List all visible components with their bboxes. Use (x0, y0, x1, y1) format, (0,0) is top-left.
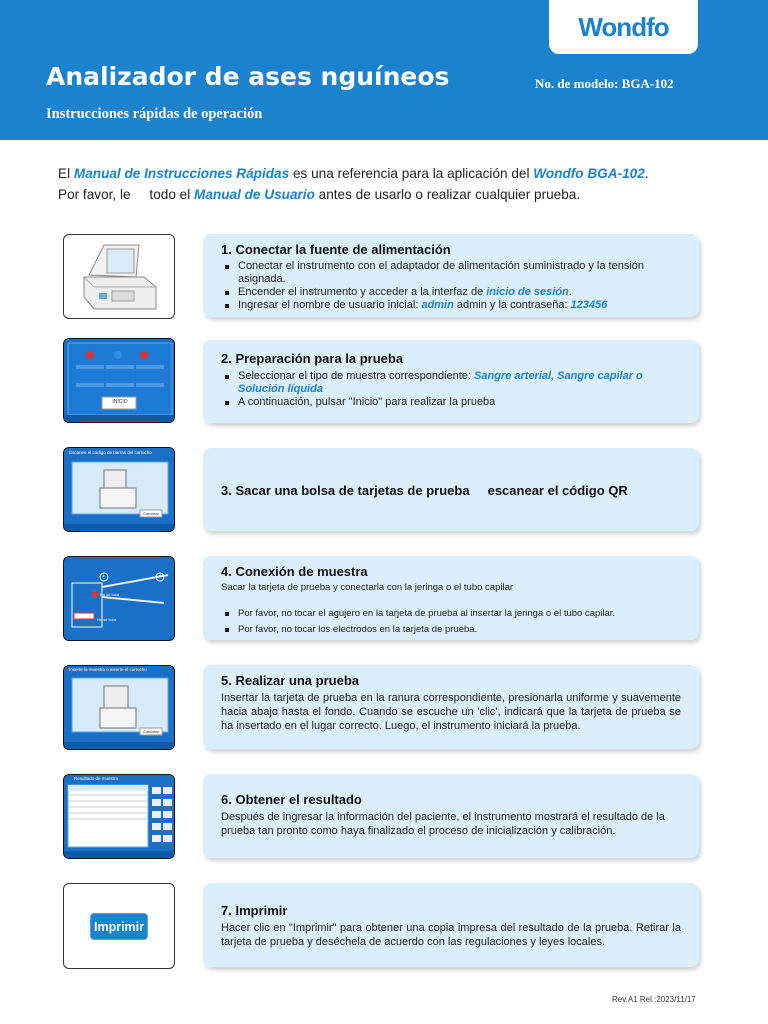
insert-screen-title: Inserte la muestra o inserte el cartucho (69, 667, 147, 672)
step7-card (203, 883, 699, 967)
cancel-screen-button: Cancelar (142, 511, 159, 516)
header-banner (0, 0, 768, 140)
bullet-text: admin y la contraseña: (453, 299, 571, 311)
step7-text: Hacer clic en "Imprimir" para obtener una copia impresa del resultado de la prueba. Retirar la tarjeta de prueba y deséchela de acuerdo con las regulaciones y leyes locales. (221, 922, 681, 948)
step5-title: 5. Realizar una prueba (221, 673, 359, 688)
sample-select-screen (64, 339, 175, 423)
username-value: admin (421, 299, 454, 311)
bullet-text: Seleccionar el tipo de muestra correspondiente: (238, 370, 475, 382)
capillary-drop-icon (114, 351, 122, 359)
intro-text-segment: es una referencia para la aplicación del (289, 166, 534, 181)
intro-text-segment: El (58, 166, 74, 181)
step1-bullet (221, 299, 681, 312)
step5-card (203, 665, 699, 749)
result-screen (64, 775, 175, 859)
step6-title: 6. Obtener el resultado (221, 792, 362, 807)
qr-scan-screen (64, 448, 175, 532)
revision-note: Rev.A1 Rel.:2023/11/17 (612, 995, 696, 1004)
insert-card-screen (64, 666, 175, 750)
bullet-text: Ingresar el nombre de usuario inicial: (238, 299, 422, 311)
step4-list (221, 607, 681, 636)
bullet-text: . (568, 286, 572, 298)
wondfo-logo: Wondfo (578, 11, 669, 42)
step2-title: 2. Preparación para la prueba (221, 351, 404, 366)
print-button-illustration: Imprimir (90, 913, 148, 940)
step5-image-screen (63, 665, 175, 750)
manual-rapidas-link: Manual de Instrucciones Rápidas (73, 166, 290, 181)
step4-text: Sacar la tarjeta de prueba y conectarla con la jeringa o el tubo capilar (221, 582, 514, 593)
cancel-screen-button: Cancelar (142, 729, 159, 734)
step4-bullet: Por favor, no tocar los electrodos en la tarjeta de prueba. (221, 623, 681, 636)
intro-line-1 (58, 163, 649, 184)
step1-bullet: Conectar el instrumento con el adaptador de alimentación suministrado y la tensión asignada. (221, 260, 681, 286)
step3-image-screen (63, 447, 175, 532)
step1-bullet (221, 286, 681, 299)
step4-image-diagram (63, 556, 175, 641)
step2-bullet: A continuación, pulsar "Inicio" para realizar la prueba (221, 396, 681, 409)
analyzer-device-icon (64, 235, 175, 319)
step1-title: 1. Conectar la fuente de alimentación (221, 242, 451, 257)
step4-card (203, 556, 699, 640)
step3-card (203, 448, 699, 531)
step1-list (221, 260, 681, 312)
sample-types: Sangre arterial, Sangre capilar o Solución líquida (238, 370, 643, 395)
step3-title: 3. Sacar una bolsa de tarjetas de prueba escanear el código QR (221, 483, 628, 498)
intro-text-segment: Por favor, le todo el (58, 187, 195, 202)
login-link: inicio de sesión (486, 286, 569, 298)
step2-bullet (221, 370, 681, 396)
intro-text-segment: antes de usarlo o realizar cualquier prueba. (314, 187, 581, 202)
step6-image-screen (63, 774, 175, 859)
diagram-caption-2: No se toca (97, 617, 117, 622)
scan-screen-title: Escanee el código de barras del cartucho (69, 450, 152, 455)
step1-image-analyzer (63, 234, 175, 319)
step2-card (203, 340, 699, 423)
step4-bullet: Por favor, no tocar el agujero en la tarjeta de prueba al insertar la jeringa o el tubo capilar. (221, 607, 681, 620)
step1-card (203, 234, 699, 317)
liquid-drop-icon (140, 351, 148, 359)
diagram-caption-1: No se toca (100, 592, 120, 597)
step6-text: Después de ingresar la información del paciente, el instrumento mostrará el resultado de la prueba tan pronto como haya finalizado el proceso de inicialización y calibración. (221, 811, 665, 837)
intro-text-segment: . (644, 166, 649, 181)
inicio-screen-button: INICIO (112, 399, 128, 405)
step7-title: 7. Imprimir (221, 903, 288, 918)
sample-connection-diagram (64, 557, 175, 641)
page-subtitle: Instrucciones rápidas de operación (46, 106, 263, 122)
step2-image-screen (63, 338, 175, 423)
model-number: No. de modelo: BGA-102 (535, 76, 674, 91)
step6-card (203, 774, 699, 858)
result-screen-title: Resultado de muestra (74, 776, 119, 781)
page-title: Analizador de ases nguíneos (46, 62, 450, 91)
diagram-label-2: 2 (158, 573, 161, 579)
product-name: Wondfo BGA-102 (533, 166, 645, 181)
step2-list (221, 370, 681, 409)
password-value: 123456 (570, 299, 608, 311)
diagram-label-1: 1 (102, 573, 105, 579)
manual-usuario-link: Manual de Usuario (194, 187, 315, 202)
logo-box (549, 0, 698, 54)
arterial-drop-icon (86, 351, 94, 359)
step5-text: Insertar la tarjeta de prueba en la ranura correspondiente, presionarla uniforme y suavemente hacia abajo hasta el fondo. Cuando se escuche un 'clic', indicará que la tarjeta de prueba se ha insertado en el lugar correcto. Luego, el instrumento iniciará la prueba. (221, 692, 681, 732)
intro-text (58, 163, 649, 205)
bullet-text: Encender el instrumento y acceder a la interfaz de (238, 286, 487, 298)
intro-line-2 (58, 184, 649, 205)
step4-title: 4. Conexión de muestra (221, 564, 368, 579)
